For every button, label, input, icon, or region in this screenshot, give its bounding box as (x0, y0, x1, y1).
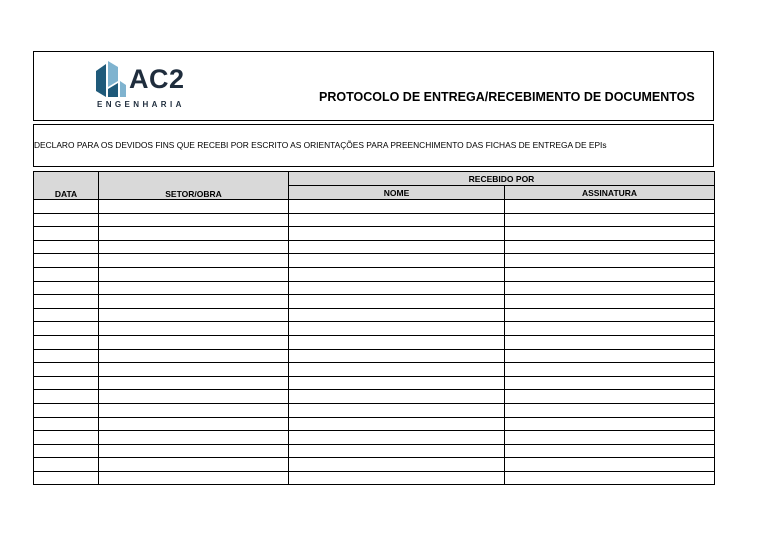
cell-setor[interactable] (99, 335, 289, 349)
cell-setor[interactable] (99, 349, 289, 363)
logo-text: AC2 (129, 64, 185, 94)
cell-data[interactable] (34, 281, 99, 295)
cell-assinatura[interactable] (505, 281, 715, 295)
cell-setor[interactable] (99, 213, 289, 227)
cell-setor[interactable] (99, 390, 289, 404)
column-header-nome: NOME (289, 186, 505, 200)
cell-nome[interactable] (289, 295, 505, 309)
column-header-data: DATA (34, 172, 99, 200)
cell-nome[interactable] (289, 403, 505, 417)
cell-assinatura[interactable] (505, 403, 715, 417)
cell-data[interactable] (34, 295, 99, 309)
cell-setor[interactable] (99, 267, 289, 281)
cell-setor[interactable] (99, 254, 289, 268)
table-row (34, 322, 715, 336)
table-body (34, 200, 715, 485)
table-row (34, 227, 715, 241)
cell-assinatura[interactable] (505, 349, 715, 363)
cell-assinatura[interactable] (505, 363, 715, 377)
cell-assinatura[interactable] (505, 322, 715, 336)
cell-nome[interactable] (289, 308, 505, 322)
cell-data[interactable] (34, 376, 99, 390)
cell-data[interactable] (34, 417, 99, 431)
cell-nome[interactable] (289, 213, 505, 227)
cell-assinatura[interactable] (505, 390, 715, 404)
cell-data[interactable] (34, 349, 99, 363)
page-title: PROTOCOLO DE ENTREGA/RECEBIMENTO DE DOCUMENTOS (319, 90, 695, 104)
cell-assinatura[interactable] (505, 444, 715, 458)
cell-assinatura[interactable] (505, 295, 715, 309)
cell-data[interactable] (34, 335, 99, 349)
cell-data[interactable] (34, 308, 99, 322)
cell-data[interactable] (34, 403, 99, 417)
cell-data[interactable] (34, 227, 99, 241)
column-header-assinatura: ASSINATURA (505, 186, 715, 200)
table-row (34, 471, 715, 485)
cell-assinatura[interactable] (505, 254, 715, 268)
cell-data[interactable] (34, 200, 99, 214)
cell-assinatura[interactable] (505, 431, 715, 445)
cell-nome[interactable] (289, 390, 505, 404)
cell-setor[interactable] (99, 444, 289, 458)
table-row (34, 335, 715, 349)
cell-nome[interactable] (289, 335, 505, 349)
cell-assinatura[interactable] (505, 200, 715, 214)
table-row (34, 417, 715, 431)
cell-nome[interactable] (289, 431, 505, 445)
cell-nome[interactable] (289, 254, 505, 268)
cell-setor[interactable] (99, 227, 289, 241)
cell-nome[interactable] (289, 267, 505, 281)
table-row (34, 376, 715, 390)
cell-data[interactable] (34, 240, 99, 254)
cell-setor[interactable] (99, 417, 289, 431)
cell-setor[interactable] (99, 200, 289, 214)
cell-assinatura[interactable] (505, 213, 715, 227)
cell-nome[interactable] (289, 471, 505, 485)
cell-setor[interactable] (99, 376, 289, 390)
cell-setor[interactable] (99, 471, 289, 485)
cell-data[interactable] (34, 458, 99, 472)
cell-nome[interactable] (289, 240, 505, 254)
document-header (33, 51, 714, 121)
table-row (34, 200, 715, 214)
cell-data[interactable] (34, 322, 99, 336)
declaration-box (33, 124, 714, 167)
column-header-setor: SETOR/OBRA (99, 172, 289, 200)
cell-nome[interactable] (289, 444, 505, 458)
cell-assinatura[interactable] (505, 335, 715, 349)
cell-setor[interactable] (99, 458, 289, 472)
cell-assinatura[interactable] (505, 458, 715, 472)
logo-mark-icon (96, 61, 128, 99)
declaration-text: DECLARO PARA OS DEVIDOS FINS QUE RECEBI POR ESCRITO AS ORIENTAÇÕES PARA PREENCHIMENTO DAS FICHAS DE ENTREGA DE EPIs (34, 140, 607, 150)
table-row (34, 403, 715, 417)
cell-setor[interactable] (99, 403, 289, 417)
cell-setor[interactable] (99, 322, 289, 336)
cell-data[interactable] (34, 431, 99, 445)
cell-data[interactable] (34, 390, 99, 404)
table-row (34, 240, 715, 254)
cell-assinatura[interactable] (505, 227, 715, 241)
cell-assinatura[interactable] (505, 240, 715, 254)
table-row (34, 390, 715, 404)
table-row (34, 308, 715, 322)
cell-setor[interactable] (99, 308, 289, 322)
company-logo (96, 58, 188, 114)
cell-assinatura[interactable] (505, 308, 715, 322)
column-group-recebido: RECEBIDO POR (289, 172, 715, 186)
cell-setor[interactable] (99, 281, 289, 295)
cell-nome[interactable] (289, 322, 505, 336)
cell-nome[interactable] (289, 281, 505, 295)
cell-data[interactable] (34, 213, 99, 227)
cell-nome[interactable] (289, 349, 505, 363)
cell-setor[interactable] (99, 363, 289, 377)
table-row (34, 281, 715, 295)
table-row (34, 363, 715, 377)
cell-setor[interactable] (99, 295, 289, 309)
cell-assinatura[interactable] (505, 267, 715, 281)
cell-data[interactable] (34, 267, 99, 281)
table-row (34, 213, 715, 227)
cell-data[interactable] (34, 254, 99, 268)
table-row (34, 349, 715, 363)
table-row (34, 267, 715, 281)
table-row (34, 458, 715, 472)
table-row (34, 254, 715, 268)
table-row (34, 431, 715, 445)
cell-data[interactable] (34, 444, 99, 458)
logo-subtext: ENGENHARIA (97, 100, 185, 109)
table-row (34, 444, 715, 458)
cell-nome[interactable] (289, 458, 505, 472)
cell-nome[interactable] (289, 376, 505, 390)
cell-nome[interactable] (289, 227, 505, 241)
cell-nome[interactable] (289, 417, 505, 431)
table-row (34, 295, 715, 309)
cell-nome[interactable] (289, 200, 505, 214)
cell-data[interactable] (34, 363, 99, 377)
receipt-table (33, 171, 715, 485)
cell-data[interactable] (34, 471, 99, 485)
cell-nome[interactable] (289, 363, 505, 377)
cell-setor[interactable] (99, 431, 289, 445)
cell-assinatura[interactable] (505, 376, 715, 390)
cell-assinatura[interactable] (505, 471, 715, 485)
cell-setor[interactable] (99, 240, 289, 254)
cell-assinatura[interactable] (505, 417, 715, 431)
